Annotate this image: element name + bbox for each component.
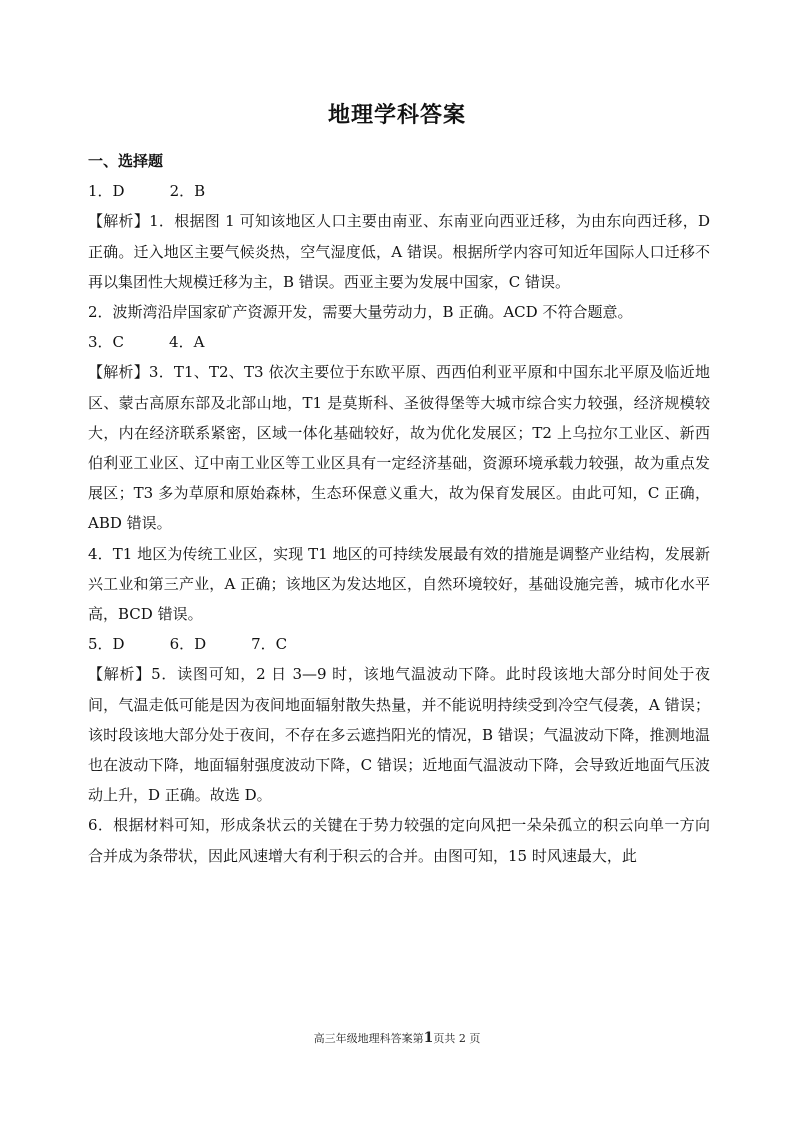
page-footer xyxy=(0,1030,794,1046)
explanation-4: 4．T1 地区为传统工业区，实现 T1 地区的可持续发展最有效的措施是调整产业结构，发展新兴工业和第三产业，A 正确；该地区为发达地区，自然环境较好，基础设施完善，城市化水平高，BCD 错误。 xyxy=(88,544,710,624)
explanation-1: 【解析】1．根据图 1 可知该地区人口主要由南亚、东南亚向西亚迁移，为由东向西迁移，D 正确。迁入地区主要气候炎热，空气湿度低，A 错误。根据所学内容可知近年国际人口迁移不再以集团性大规模迁移为主，B 错误。西亚主要为发展中国家，C 错误。 xyxy=(88,212,710,291)
answer-line-5-7: 5．D 6．D 7．C xyxy=(88,635,288,654)
explanation-2: 2．波斯湾沿岸国家矿产资源开发，需要大量劳动力，B 正确。ACD 不符合题意。 xyxy=(88,303,633,322)
explanation-3: 【解析】3．T1、T2、T3 依次主要位于东欧平原、西西伯利亚平原和中国东北平原及临近地区、蒙古高原东部及北部山地，T1 是莫斯科、圣彼得堡等大城市综合实力较强，经济规模较大，内在经济联系紧密，区域一体化基础较好，故为优化发展区；T2 上乌拉尔工业区、新西伯利亚工业区、辽中南工业区等工业区具有一定经济基础，资源环境承载力较强，故为重点发展区；T3 多为草原和原始森林，生态环保意义重大，故为保育发展区。由此可知，C 正确，ABD 错误。 xyxy=(88,363,710,533)
footer-prefix: 高三年级地理科答案第 xyxy=(313,1032,424,1045)
content-body xyxy=(88,146,710,871)
answer-line-3-4: 3．C 4．A xyxy=(88,333,205,352)
answer-line-1-2: 1．D 2．B xyxy=(88,182,206,201)
footer-suffix: 页共 2 页 xyxy=(433,1032,481,1045)
section-heading: 一、选择题 xyxy=(88,152,164,170)
explanation-5: 【解析】5．读图可知，2 日 3—9 时，该地气温波动下降。此时段该地大部分时间处于夜间，气温走低可能是因为夜间地面辐射散失热量，并不能说明持续受到冷空气侵袭，A 错误；该时段该地大部分处于夜间，不存在多云遮挡阳光的情况，B 错误；气温波动下降，推测地温也在波动下降，地面辐射强度波动下降，C 错误；近地面气温波动下降，会导致近地面气压波动上升，D 正确。故选 D。 xyxy=(88,665,710,805)
explanation-6: 6．根据材料可知，形成条状云的关键在于势力较强的定向风把一朵朵孤立的积云向单一方向合并成为条带状，因此风速增大有利于积云的合并。由图可知，15 时风速最大，此 xyxy=(88,816,710,865)
footer-page-number: 1 xyxy=(423,1030,434,1046)
page-title: 地理学科答案 xyxy=(327,102,466,128)
